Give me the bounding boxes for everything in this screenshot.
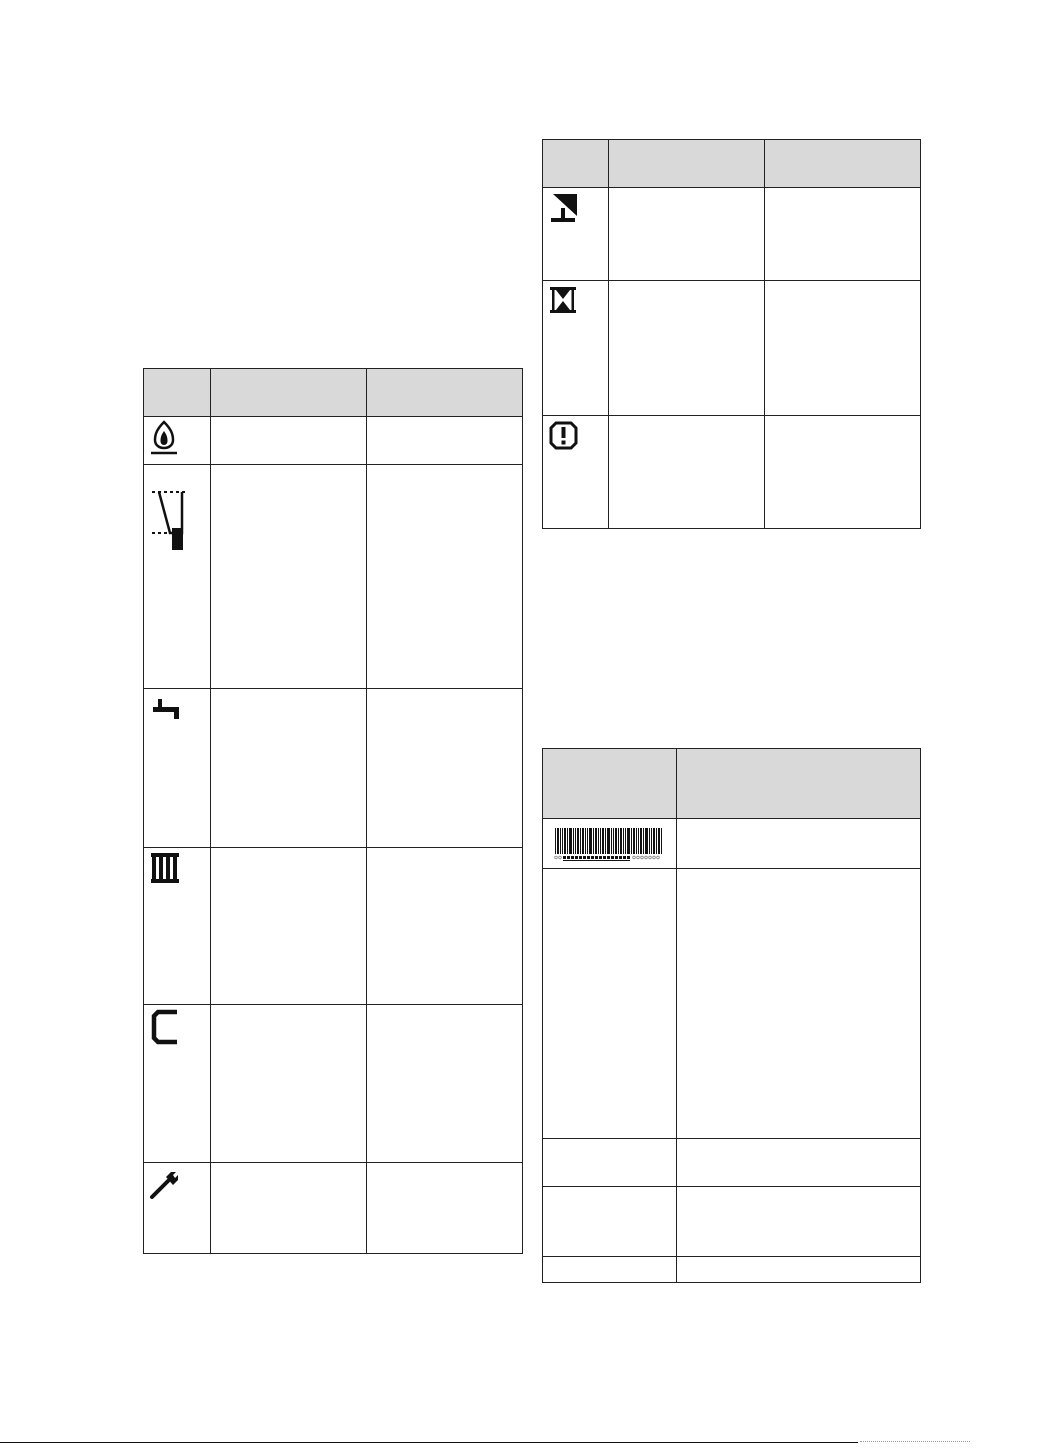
- icon-cell: [543, 188, 609, 281]
- note-cell: [367, 1005, 523, 1163]
- header-note: [367, 369, 523, 417]
- icon-cell: [144, 465, 211, 689]
- table-row: [543, 1257, 921, 1283]
- right-symbol-table: [542, 139, 921, 529]
- table-header-row: [144, 369, 523, 417]
- item-cell: [543, 1187, 677, 1257]
- note-cell: [765, 416, 921, 529]
- icon-cell: [144, 689, 211, 848]
- item-cell: [543, 1257, 677, 1283]
- header-description: [677, 749, 921, 819]
- radiator-heating-icon: [144, 848, 186, 890]
- table-row: [144, 417, 523, 465]
- header-symbol: [144, 369, 211, 417]
- icon-cell: [543, 819, 677, 869]
- item-cell: [543, 869, 677, 1139]
- note-cell: [367, 848, 523, 1005]
- meaning-cell: [211, 689, 367, 848]
- meaning-cell: [609, 416, 765, 529]
- note-cell: [367, 1163, 523, 1254]
- description-cell: [677, 819, 921, 869]
- icon-cell: [144, 1005, 211, 1163]
- table-row: [543, 1187, 921, 1257]
- type-plate-table: [542, 748, 921, 1283]
- page-footer-rule-end: [860, 1441, 970, 1442]
- barcode-icon: [543, 819, 675, 867]
- header-item: [543, 749, 677, 819]
- fault-exclamation-icon: [543, 416, 587, 456]
- header-note: [765, 140, 921, 188]
- table-row: [543, 819, 921, 869]
- table-header-row: [543, 749, 921, 819]
- page-footer-rule: [0, 1442, 858, 1443]
- note-cell: [367, 465, 523, 689]
- table-row: [144, 689, 523, 848]
- meaning-cell: [609, 188, 765, 281]
- meaning-cell: [211, 465, 367, 689]
- icon-cell: [144, 417, 211, 465]
- left-symbol-table: [143, 368, 523, 1254]
- description-cell: [677, 1187, 921, 1257]
- header-symbol: [543, 140, 609, 188]
- header-meaning: [211, 369, 367, 417]
- icon-cell: [543, 281, 609, 416]
- table-row: [543, 188, 921, 281]
- note-cell: [765, 281, 921, 416]
- meaning-cell: [211, 1005, 367, 1163]
- note-cell: [367, 417, 523, 465]
- item-cell: [543, 1139, 677, 1187]
- header-meaning: [609, 140, 765, 188]
- meaning-cell: [609, 281, 765, 416]
- hourglass-icon: [543, 281, 587, 321]
- description-cell: [677, 1257, 921, 1283]
- meaning-cell: [211, 848, 367, 1005]
- note-cell: [367, 689, 523, 848]
- hot-water-tap-icon: [144, 689, 186, 725]
- chimney-sweep-icon: [543, 188, 587, 228]
- table-header-row: [543, 140, 921, 188]
- icon-cell: [543, 416, 609, 529]
- meaning-cell: [211, 417, 367, 465]
- table-row: [144, 465, 523, 689]
- table-row: [543, 281, 921, 416]
- note-cell: [765, 188, 921, 281]
- table-row: [144, 848, 523, 1005]
- icon-cell: [144, 1163, 211, 1254]
- description-cell: [677, 869, 921, 1139]
- celsius-c-icon: [144, 1005, 186, 1049]
- description-cell: [677, 1139, 921, 1187]
- table-row: [543, 869, 921, 1139]
- table-row: [543, 1139, 921, 1187]
- table-row: [144, 1005, 523, 1163]
- table-row: [543, 416, 921, 529]
- icon-cell: [144, 848, 211, 1005]
- meaning-cell: [211, 1163, 367, 1254]
- table-row: [144, 1163, 523, 1254]
- burner-flame-icon: [144, 417, 184, 457]
- pressure-gauge-icon: [144, 465, 194, 560]
- wrench-service-icon: [144, 1163, 186, 1205]
